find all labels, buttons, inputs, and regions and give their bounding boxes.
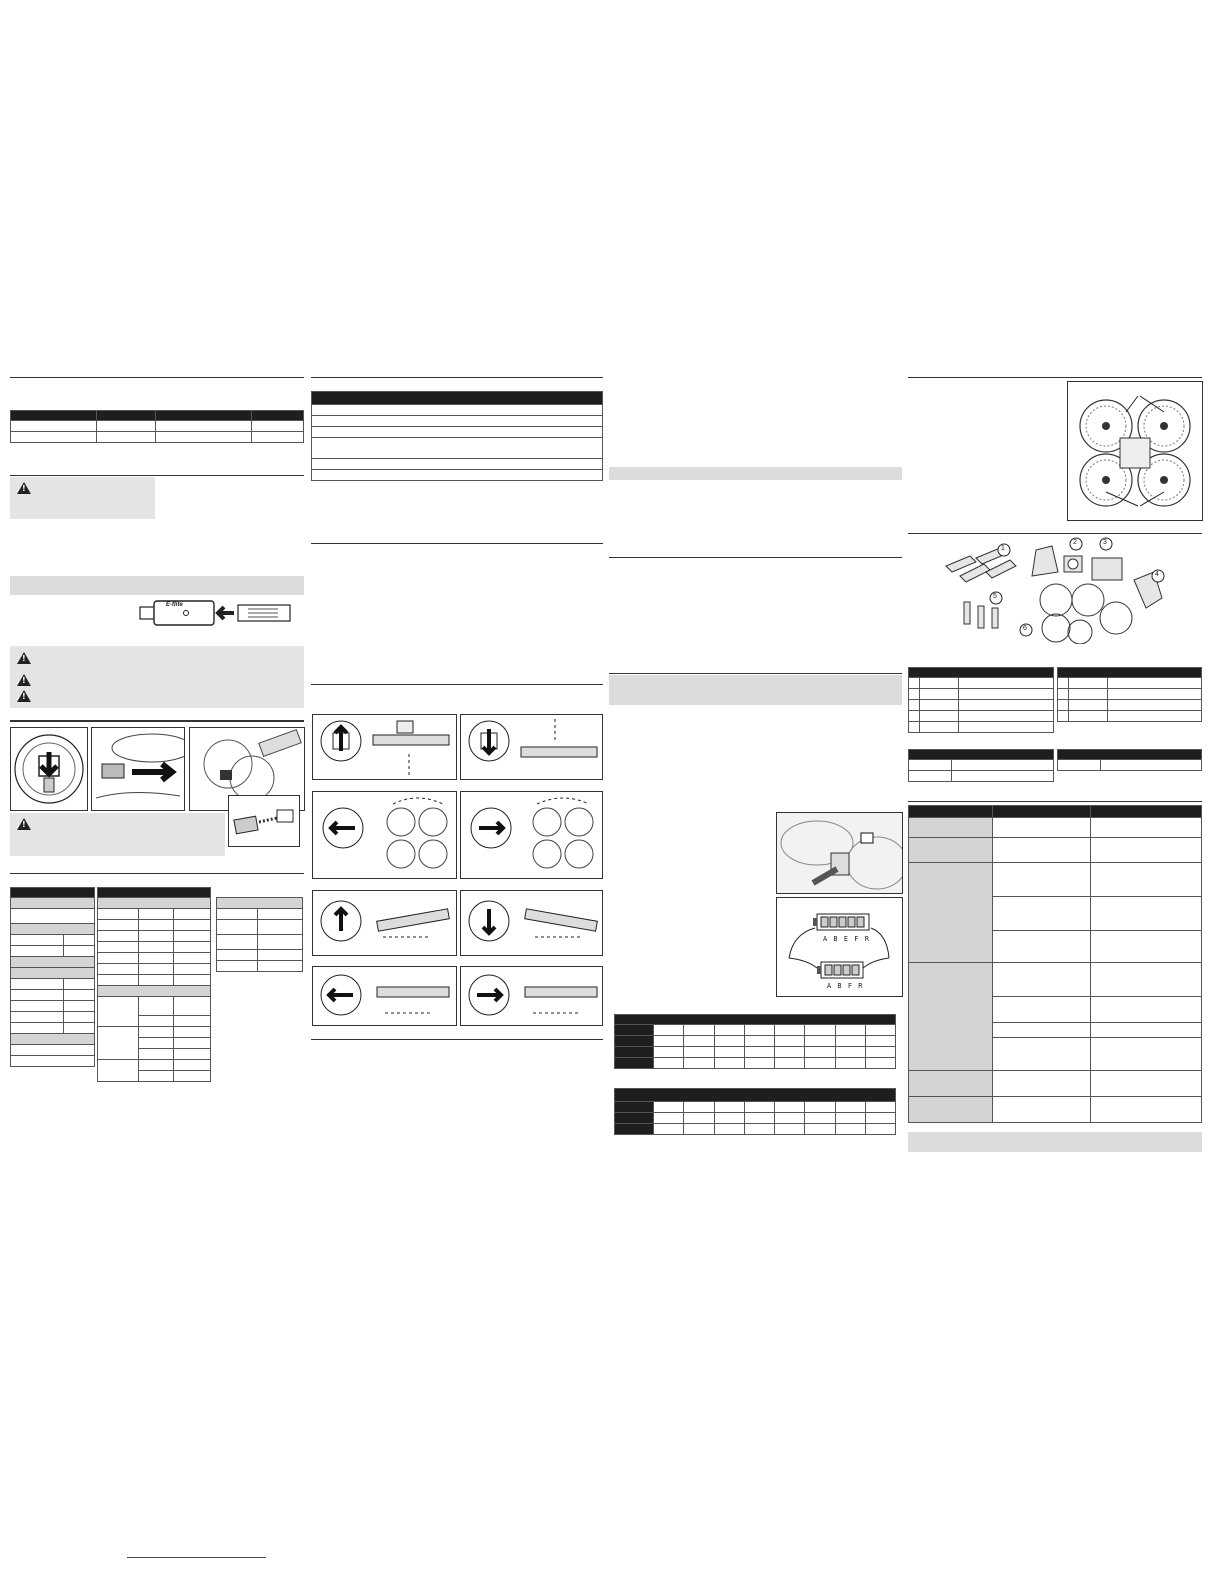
callout-2: 2	[1073, 539, 1077, 546]
bind-figure-1	[10, 727, 88, 811]
callout-5: 5	[993, 593, 997, 600]
section-rule	[311, 1039, 603, 1040]
parts-table-left	[908, 667, 1054, 733]
settings-table-c	[216, 897, 303, 972]
callout-3: 3	[1103, 539, 1107, 546]
camera-dip-photo	[776, 812, 903, 894]
section-rule	[609, 557, 902, 558]
parts-table-right	[1057, 667, 1202, 722]
channel-table-b	[614, 1088, 896, 1135]
settings-table-a	[10, 887, 95, 1067]
warning-icon	[17, 674, 31, 686]
callout-6: 6	[1023, 625, 1027, 632]
flight-checklist-table	[311, 391, 603, 481]
settings-table-b	[97, 887, 211, 1082]
control-diagram-throttle-down	[460, 714, 603, 780]
section-band	[609, 675, 902, 705]
control-diagram-yaw-right	[460, 791, 603, 879]
section-rule	[609, 673, 902, 674]
section-band	[10, 576, 304, 595]
warning-icon	[17, 652, 31, 664]
control-diagram-throttle-up	[312, 714, 457, 780]
section-band	[908, 1132, 1202, 1152]
control-diagram-roll-right	[460, 966, 603, 1026]
dip-switch-letters-b: A B F R	[827, 982, 864, 990]
section-rule	[908, 801, 1202, 802]
section-rule	[10, 377, 304, 378]
section-rule	[908, 533, 1202, 534]
charger-brand-label: E-flite	[166, 602, 183, 608]
section-rule	[311, 684, 603, 685]
section-rule	[10, 475, 304, 476]
section-rule	[311, 377, 603, 378]
warning-box	[10, 813, 225, 856]
section-rule	[10, 873, 304, 874]
control-diagram-pitch-forward	[312, 890, 457, 956]
optional-parts-left	[908, 749, 1054, 782]
callout-1: 1	[1001, 545, 1005, 552]
warning-box	[10, 477, 155, 519]
optional-parts-right	[1057, 749, 1202, 771]
control-diagram-yaw-left	[312, 791, 457, 879]
warning-icon	[17, 690, 31, 702]
parts-exploded-view	[940, 536, 1170, 644]
spec-table-top	[10, 410, 304, 443]
control-diagram-pitch-back	[460, 890, 603, 956]
callout-4: 4	[1155, 571, 1159, 578]
section-band	[609, 467, 902, 480]
footer-link-underline[interactable]	[127, 1557, 266, 1558]
section-rule	[10, 720, 304, 722]
section-rule	[908, 377, 1202, 378]
warning-box	[10, 646, 304, 708]
charger-illustration	[138, 597, 298, 629]
dip-switch-letters-a: A B E F R	[823, 935, 870, 943]
connector-inset	[228, 795, 300, 847]
quad-top-view	[1067, 381, 1203, 521]
troubleshooting-table	[908, 805, 1202, 1123]
warning-icon	[17, 482, 31, 494]
bind-figure-2	[91, 727, 185, 811]
section-rule	[311, 543, 603, 544]
control-diagram-roll-left	[312, 966, 457, 1026]
warning-icon	[17, 818, 31, 830]
dip-switch-diagram	[776, 897, 903, 997]
channel-table-a	[614, 1014, 896, 1069]
